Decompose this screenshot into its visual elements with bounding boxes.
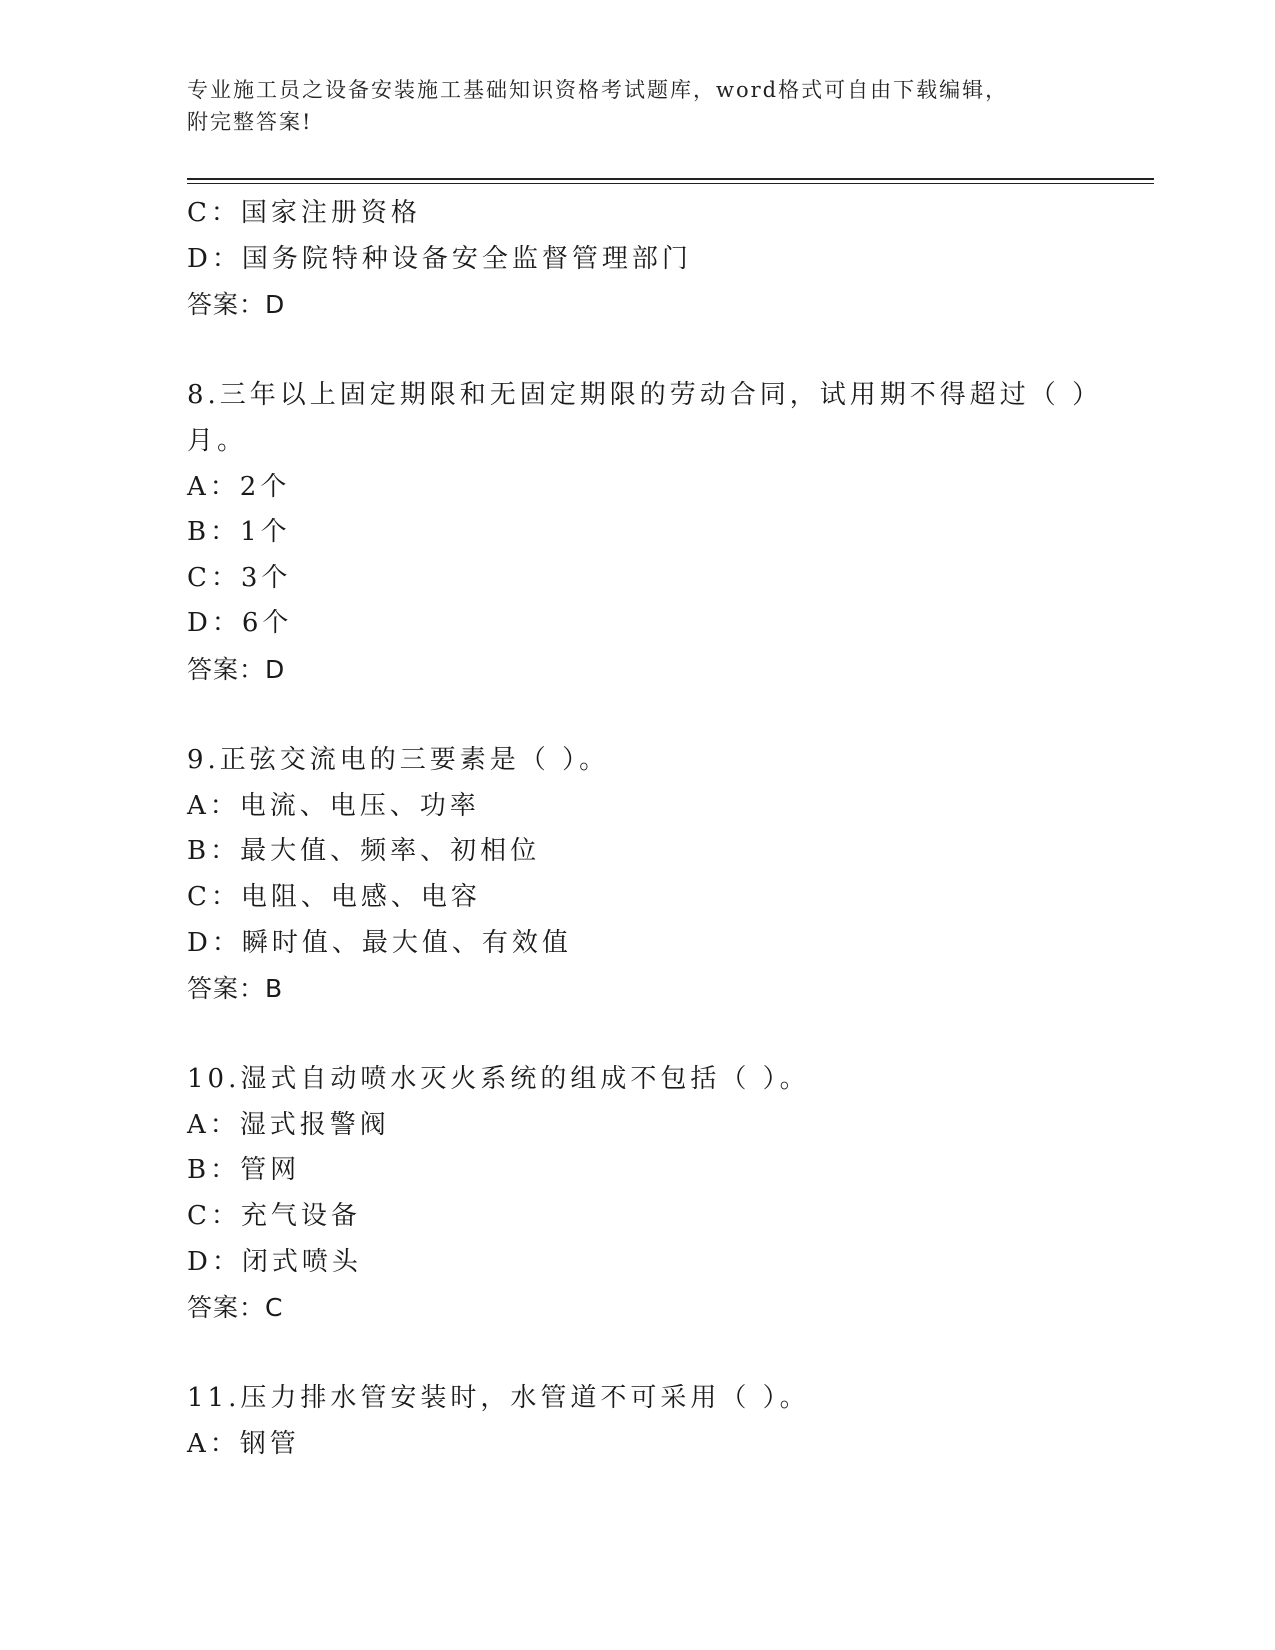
option-a: A：钢管 — [187, 1429, 300, 1460]
option-d: D：国务院特种设备安全监督管理部门 — [187, 243, 692, 274]
spacer — [187, 1331, 1154, 1377]
header-rule-thin — [187, 183, 1154, 184]
question-9 — [187, 738, 1154, 1012]
header-line-2: 附完整答案! — [187, 110, 313, 134]
header-rule-thick — [187, 178, 1154, 180]
option-b: B：管网 — [187, 1155, 301, 1186]
answer: 答案：D — [187, 654, 286, 684]
answer: 答案：C — [187, 1293, 284, 1323]
option-c: C：电阻、电感、电容 — [187, 881, 481, 912]
option-c: C：充气设备 — [187, 1201, 361, 1232]
question-11 — [187, 1376, 1154, 1467]
option-c: C：国家注册资格 — [187, 198, 421, 228]
option-d: D：6个 — [187, 608, 293, 639]
document-header — [187, 74, 1067, 138]
option-b: B：1个 — [187, 517, 291, 548]
spacer — [187, 328, 1154, 374]
answer: 答案：D — [187, 290, 286, 320]
question-stem-line-1: 8.三年以上固定期限和无固定期限的劳动合同，试用期不得超过（ ） — [187, 380, 1103, 411]
question-stem: 9.正弦交流电的三要素是（ ）。 — [187, 745, 610, 776]
spacer — [187, 693, 1154, 739]
question-7 — [187, 191, 1154, 328]
option-a: A：2个 — [187, 471, 291, 502]
option-c: C：3个 — [187, 562, 292, 593]
option-b: B：最大值、频率、初相位 — [187, 836, 541, 867]
question-stem-line-2: 月。 — [187, 425, 248, 456]
option-d: D：瞬时值、最大值、有效值 — [187, 927, 572, 958]
question-stem: 10.湿式自动喷水灭火系统的组成不包括（ ）。 — [187, 1064, 810, 1095]
option-a: A：湿式报警阀 — [187, 1109, 390, 1140]
option-a: A：电流、电压、功率 — [187, 790, 480, 821]
option-d: D：闭式喷头 — [187, 1246, 362, 1277]
answer: 答案：B — [187, 974, 284, 1004]
spacer — [187, 1012, 1154, 1058]
question-stem: 11.压力排水管安装时，水管道不可采用（ ）。 — [187, 1383, 810, 1414]
question-10 — [187, 1057, 1154, 1331]
question-list — [187, 191, 1154, 1468]
question-8 — [187, 373, 1154, 692]
header-line-1: 专业施工员之设备安装施工基础知识资格考试题库，word格式可自由下载编辑， — [187, 78, 1009, 102]
